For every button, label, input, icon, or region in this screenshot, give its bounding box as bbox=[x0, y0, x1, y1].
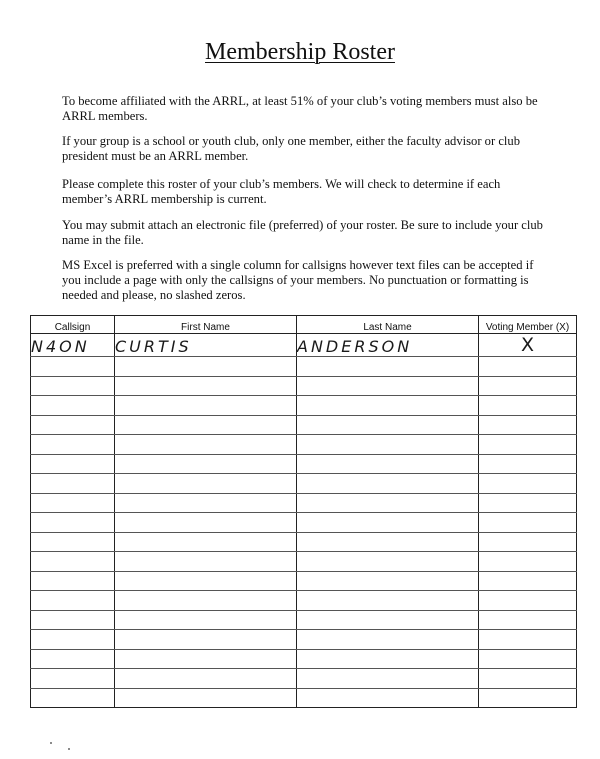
table-row bbox=[31, 571, 577, 591]
table-row bbox=[31, 396, 577, 416]
first-name-cell[interactable] bbox=[115, 610, 297, 630]
table-row bbox=[31, 669, 577, 689]
voting-member-cell[interactable] bbox=[479, 376, 577, 396]
first-name-cell[interactable] bbox=[115, 649, 297, 669]
callsign-cell[interactable] bbox=[31, 552, 115, 572]
callsign-cell[interactable] bbox=[31, 688, 115, 708]
last-name-cell[interactable]: ANDERSON bbox=[297, 334, 479, 357]
table-row bbox=[31, 376, 577, 396]
excel-format-paragraph: MS Excel is preferred with a single column for callsigns however text files can be accepted if you include a page with only the callsigns of your members. No punctuation or formatting is needed and please, no slashed zeros. bbox=[62, 258, 534, 302]
voting-member-cell[interactable] bbox=[479, 435, 577, 455]
first-name-cell[interactable] bbox=[115, 571, 297, 591]
voting-member-cell[interactable] bbox=[479, 357, 577, 377]
voting-member-cell[interactable]: X bbox=[479, 334, 577, 357]
first-name-cell[interactable] bbox=[115, 493, 297, 513]
callsign-cell[interactable] bbox=[31, 376, 115, 396]
callsign-cell[interactable] bbox=[31, 357, 115, 377]
voting-member-cell[interactable] bbox=[479, 493, 577, 513]
last-name-cell[interactable] bbox=[297, 552, 479, 572]
callsign-cell[interactable] bbox=[31, 669, 115, 689]
last-name-cell[interactable] bbox=[297, 669, 479, 689]
page-title: Membership Roster bbox=[205, 39, 395, 65]
table-row bbox=[31, 357, 577, 377]
table-row bbox=[31, 591, 577, 611]
table-row bbox=[31, 474, 577, 494]
complete-roster-paragraph: Please complete this roster of your club’s members. We will check to determine if each member’s ARRL membership is current. bbox=[62, 177, 501, 206]
voting-member-cell[interactable] bbox=[479, 571, 577, 591]
table-row bbox=[31, 552, 577, 572]
voting-member-cell[interactable] bbox=[479, 630, 577, 650]
table-row bbox=[31, 610, 577, 630]
first-name-cell[interactable] bbox=[115, 474, 297, 494]
first-name-cell[interactable] bbox=[115, 532, 297, 552]
scan-speck bbox=[50, 742, 52, 744]
callsign-cell[interactable] bbox=[31, 454, 115, 474]
voting-member-cell[interactable] bbox=[479, 474, 577, 494]
voting-member-cell[interactable] bbox=[479, 513, 577, 533]
voting-member-cell[interactable] bbox=[479, 396, 577, 416]
callsign-cell[interactable] bbox=[31, 415, 115, 435]
table-header-row bbox=[31, 316, 577, 334]
last-name-cell[interactable] bbox=[297, 532, 479, 552]
callsign-cell[interactable] bbox=[31, 474, 115, 494]
callsign-cell[interactable] bbox=[31, 532, 115, 552]
voting-member-cell[interactable] bbox=[479, 688, 577, 708]
table-row bbox=[31, 532, 577, 552]
first-name-cell[interactable] bbox=[115, 669, 297, 689]
voting-member-cell[interactable] bbox=[479, 415, 577, 435]
callsign-cell[interactable] bbox=[31, 610, 115, 630]
youth-club-paragraph: If your group is a school or youth club, only one member, either the faculty advisor or club president must be an ARRL member. bbox=[62, 134, 520, 163]
callsign-cell[interactable] bbox=[31, 630, 115, 650]
last-name-cell[interactable] bbox=[297, 493, 479, 513]
first-name-cell[interactable] bbox=[115, 376, 297, 396]
first-name-cell[interactable] bbox=[115, 357, 297, 377]
last-name-column-header: Last Name bbox=[297, 316, 479, 334]
first-name-cell[interactable] bbox=[115, 630, 297, 650]
electronic-file-paragraph: You may submit attach an electronic file (preferred) of your roster. Be sure to include your club name in the file. bbox=[62, 218, 543, 247]
first-name-cell[interactable] bbox=[115, 591, 297, 611]
voting-member-cell[interactable] bbox=[479, 454, 577, 474]
table-row bbox=[31, 435, 577, 455]
voting-member-column-header: Voting Member (X) bbox=[479, 316, 577, 334]
table-row bbox=[31, 334, 577, 357]
last-name-cell[interactable] bbox=[297, 415, 479, 435]
last-name-cell[interactable] bbox=[297, 454, 479, 474]
callsign-cell[interactable] bbox=[31, 513, 115, 533]
membership-roster-table bbox=[30, 315, 577, 708]
callsign-cell[interactable] bbox=[31, 396, 115, 416]
voting-member-cell[interactable] bbox=[479, 669, 577, 689]
table-row bbox=[31, 513, 577, 533]
last-name-cell[interactable] bbox=[297, 357, 479, 377]
table-row bbox=[31, 493, 577, 513]
first-name-column-header: First Name bbox=[115, 316, 297, 334]
scan-speck bbox=[68, 748, 70, 750]
voting-member-cell[interactable] bbox=[479, 552, 577, 572]
last-name-cell[interactable] bbox=[297, 571, 479, 591]
last-name-cell[interactable] bbox=[297, 688, 479, 708]
voting-member-cell[interactable] bbox=[479, 591, 577, 611]
first-name-cell[interactable] bbox=[115, 688, 297, 708]
first-name-cell[interactable] bbox=[115, 513, 297, 533]
voting-member-cell[interactable] bbox=[479, 610, 577, 630]
callsign-column-header: Callsign bbox=[31, 316, 115, 334]
callsign-cell[interactable]: N4ON bbox=[31, 334, 115, 357]
callsign-cell[interactable] bbox=[31, 591, 115, 611]
last-name-cell[interactable] bbox=[297, 376, 479, 396]
last-name-cell[interactable] bbox=[297, 630, 479, 650]
last-name-cell[interactable] bbox=[297, 591, 479, 611]
last-name-cell[interactable] bbox=[297, 610, 479, 630]
callsign-cell[interactable] bbox=[31, 649, 115, 669]
table-row bbox=[31, 415, 577, 435]
voting-member-cell[interactable] bbox=[479, 649, 577, 669]
first-name-cell[interactable] bbox=[115, 552, 297, 572]
table-row bbox=[31, 630, 577, 650]
last-name-cell[interactable] bbox=[297, 649, 479, 669]
last-name-cell[interactable] bbox=[297, 396, 479, 416]
callsign-cell[interactable] bbox=[31, 493, 115, 513]
first-name-cell[interactable] bbox=[115, 415, 297, 435]
callsign-cell[interactable] bbox=[31, 435, 115, 455]
last-name-cell[interactable] bbox=[297, 435, 479, 455]
first-name-cell[interactable] bbox=[115, 396, 297, 416]
table-row bbox=[31, 454, 577, 474]
last-name-cell[interactable] bbox=[297, 513, 479, 533]
first-name-cell[interactable]: CURTIS bbox=[115, 334, 297, 357]
first-name-cell[interactable] bbox=[115, 454, 297, 474]
voting-member-cell[interactable] bbox=[479, 532, 577, 552]
table-row bbox=[31, 649, 577, 669]
last-name-cell[interactable] bbox=[297, 474, 479, 494]
callsign-cell[interactable] bbox=[31, 571, 115, 591]
affiliation-paragraph: To become affiliated with the ARRL, at least 51% of your club’s voting members must also be ARRL members. bbox=[62, 94, 538, 123]
table-row bbox=[31, 688, 577, 708]
first-name-cell[interactable] bbox=[115, 435, 297, 455]
